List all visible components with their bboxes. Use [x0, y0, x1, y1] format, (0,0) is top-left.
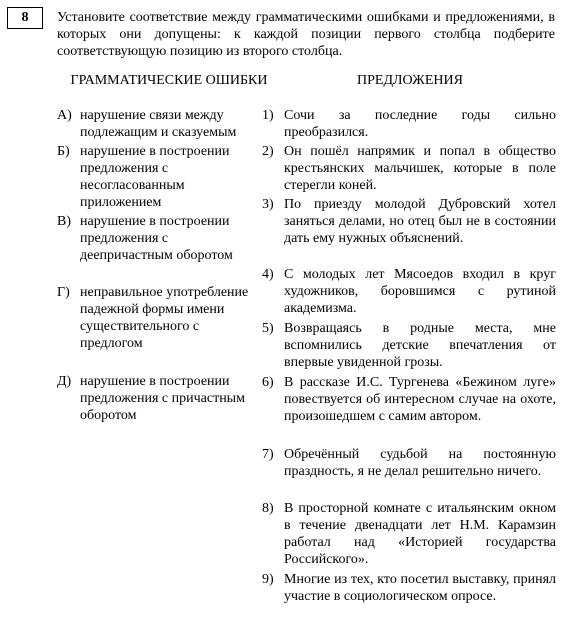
sentence-number: 4) [262, 267, 274, 282]
sentence-text: По приезду молодой Дубровский хотел заняться делами, но отец был не в состоянии дать ему нужных объяснений. [284, 197, 556, 246]
sentence-number: 3) [262, 197, 274, 212]
sentence-number: 1) [262, 108, 274, 123]
error-text: нарушение связи между подлежащим и сказуемым [80, 108, 237, 140]
column-header-sentences: ПРЕДЛОЖЕНИЯ [357, 73, 463, 88]
task-number-box: 8 [7, 7, 43, 29]
error-letter: Б) [57, 144, 70, 159]
sentence-text: Он пошёл напрямик и попал в общество крестьянских мальчишек, которые в поле стерегли коней. [284, 144, 556, 193]
sentence-number: 6) [262, 375, 274, 390]
error-text: нарушение в построении предложения с деепричастным оборотом [80, 214, 233, 263]
task-instruction: Установите соответствие между грамматическими ошибками и предложениями, в которых они допущены: к каждой позиции первого столбца подберите соответствующую позицию из второго столбца. [57, 10, 555, 59]
sentence-text: Обречённый судьбой на постоянную праздность, я не делал решительно ничего. [284, 447, 556, 479]
sentence-text: Сочи за последние годы сильно преобразился. [284, 108, 556, 140]
sentence-text: Возвращаясь в родные места, мне вспомнились детские впечатления от впервые увиденной грозы. [284, 321, 556, 370]
column-header-errors: ГРАММАТИЧЕСКИЕ ОШИБКИ [70, 73, 268, 88]
error-letter: Г) [57, 285, 70, 300]
sentence-text: В просторной комнате с итальянским окном в течение двенадцати лет Н.М. Карамзин работал над «Историей государства Российского». [284, 501, 556, 567]
sentence-number: 2) [262, 144, 274, 159]
sentence-number: 5) [262, 321, 274, 336]
error-text: нарушение в построении предложения с причастным оборотом [80, 374, 245, 423]
error-text: неправильное употребление падежной формы имени существительного с предлогом [80, 285, 249, 351]
error-letter: Д) [57, 374, 72, 389]
sentence-number: 8) [262, 501, 274, 516]
error-letter: В) [57, 214, 71, 229]
sentence-text: В рассказе И.С. Тургенева «Бежином луге» повествуется об интересном случае на охоте, произошедшем с самим автором. [284, 375, 556, 424]
error-text: нарушение в построении предложения с несогласованным приложением [80, 144, 230, 210]
error-letter: А) [57, 108, 72, 123]
sentence-text: Многие из тех, кто посетил выставку, принял участие в социологическом опросе. [284, 572, 556, 604]
sentence-text: С молодых лет Мясоедов входил в круг художников, боровшимся с рутиной академизма. [284, 267, 556, 316]
sentence-number: 7) [262, 447, 274, 462]
sentence-number: 9) [262, 572, 274, 587]
